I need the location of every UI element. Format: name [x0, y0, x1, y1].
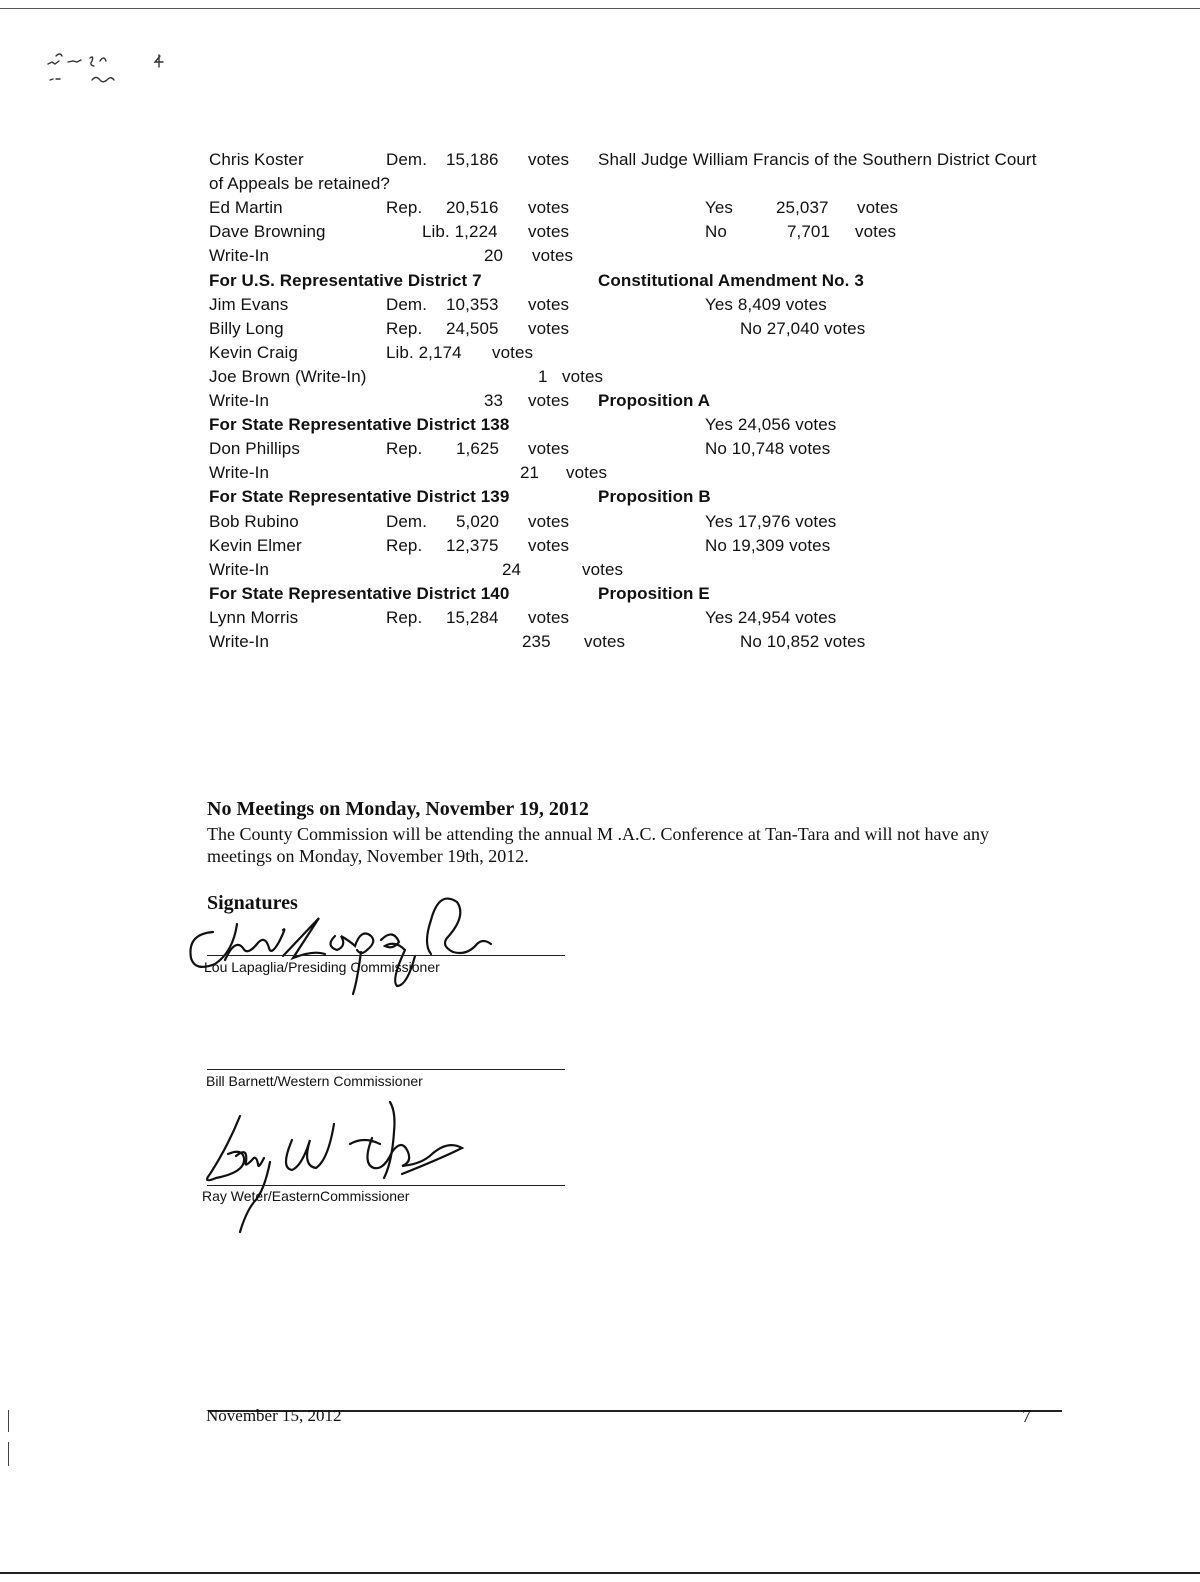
candidate-party: Lib. 1,224 — [422, 222, 498, 241]
signature-line — [207, 1185, 565, 1186]
candidate-party: Rep. — [386, 198, 423, 217]
measure-result: Yes 17,976 votes — [705, 512, 837, 531]
signature-ray-weter — [200, 1098, 490, 1238]
measure-result: No 10,852 votes — [740, 632, 866, 651]
margin-mark — [8, 1442, 9, 1466]
candidate-party: Dem. — [386, 295, 428, 314]
signature-caption-weter: Ray Weter/EasternCommissioner — [202, 1188, 410, 1204]
vote-count: 1,625 — [456, 439, 500, 458]
vote-unit: votes — [528, 512, 570, 531]
vote-count: 20 — [484, 246, 504, 265]
candidate-name: Write-In — [209, 391, 269, 410]
candidate-name: Kevin Elmer — [209, 536, 302, 555]
vote-unit: votes — [528, 150, 570, 169]
vote-unit: votes — [532, 246, 574, 265]
candidate-party: Dem. — [386, 150, 428, 169]
candidate-name: Write-In — [209, 246, 269, 265]
measure-result: No 19,309 votes — [705, 536, 831, 555]
candidate-name: Dave Browning — [209, 222, 326, 241]
vote-unit: votes — [562, 367, 604, 386]
vote-count: 12,375 — [446, 536, 499, 555]
race-heading: For State Representative District 138 — [209, 415, 510, 434]
measure-result: Yes 24,056 votes — [705, 415, 837, 434]
measure-result: Yes 8,409 votes — [705, 295, 827, 314]
candidate-name: Write-In — [209, 632, 269, 651]
vote-unit: votes — [528, 391, 570, 410]
page-number: 7 — [1022, 1406, 1031, 1426]
handwritten-marks — [42, 46, 182, 96]
vote-count: 10,353 — [446, 295, 499, 314]
vote-unit: votes — [528, 295, 570, 314]
candidate-party: Rep. — [386, 608, 423, 627]
candidate-name: Billy Long — [209, 319, 284, 338]
candidate-party: Rep. — [386, 319, 423, 338]
candidate-party: Rep. — [386, 439, 423, 458]
candidate-name: Don Phillips — [209, 439, 300, 458]
vote-unit: votes — [566, 463, 608, 482]
vote-count: 24 — [502, 560, 522, 579]
vote-unit: votes — [528, 198, 570, 217]
signature-lou-lapaglia — [185, 896, 515, 1000]
vote-count: 15,186 — [446, 150, 499, 169]
signature-line — [207, 955, 565, 956]
vote-unit: votes — [582, 560, 624, 579]
vote-unit: votes — [528, 608, 570, 627]
ballot-measure-heading: Proposition B — [598, 487, 711, 506]
measure-vote-count: 7,701 — [787, 222, 831, 241]
candidate-party: Rep. — [386, 536, 423, 555]
notice-title: No Meetings on Monday, November 19, 2012 — [207, 798, 589, 820]
notice-body-line1: The County Commission will be attending the annual M .A.C. Conference at Tan-Tara and will not have any — [207, 824, 989, 844]
measure-vote-unit: votes — [855, 222, 897, 241]
candidate-name: Jim Evans — [209, 295, 289, 314]
vote-unit: votes — [492, 343, 534, 362]
signature-caption-barnett: Bill Barnett/Western Commissioner — [206, 1073, 423, 1089]
race-heading: For U.S. Representative District 7 — [209, 271, 482, 290]
signature-line — [207, 1069, 565, 1070]
vote-count: 24,505 — [446, 319, 499, 338]
ballot-measure-heading: Proposition E — [598, 584, 710, 603]
candidate-name: Write-In — [209, 463, 269, 482]
measure-result: Yes 24,954 votes — [705, 608, 837, 627]
measure-vote-count: 25,037 — [776, 198, 829, 217]
page-bottom-edge — [0, 1572, 1200, 1582]
question-continuation: of Appeals be retained? — [209, 174, 390, 193]
candidate-name: Lynn Morris — [209, 608, 299, 627]
candidate-name: Chris Koster — [209, 150, 304, 169]
vote-count: 21 — [520, 463, 540, 482]
candidate-name: Bob Rubino — [209, 512, 299, 531]
race-heading: For State Representative District 139 — [209, 487, 510, 506]
vote-count: 5,020 — [456, 512, 500, 531]
candidate-name: Ed Martin — [209, 198, 283, 217]
candidate-name: Joe Brown (Write-In) — [209, 367, 367, 386]
vote-count: 1 — [538, 367, 548, 386]
candidate-party: Dem. — [386, 512, 428, 531]
signature-caption-lapaglia: Lou Lapaglia/Presiding Commissioner — [204, 959, 440, 975]
vote-unit: votes — [528, 536, 570, 555]
ballot-measure-heading: Proposition A — [598, 391, 711, 410]
candidate-name: Kevin Craig — [209, 343, 298, 362]
race-heading: For State Representative District 140 — [209, 584, 510, 603]
footer-date: November 15, 2012 — [206, 1406, 342, 1425]
vote-count: 33 — [484, 391, 504, 410]
page-top-edge — [0, 0, 1200, 9]
ballot-question: Shall Judge William Francis of the Southern District Court — [598, 150, 1037, 169]
measure-result: No 10,748 votes — [705, 439, 831, 458]
signatures-heading: Signatures — [207, 892, 298, 914]
vote-unit: votes — [528, 439, 570, 458]
notice-body-line2: meetings on Monday, November 19th, 2012. — [207, 846, 529, 866]
measure-vote-unit: votes — [857, 198, 899, 217]
measure-choice: Yes — [705, 198, 734, 217]
measure-result: No 27,040 votes — [740, 319, 866, 338]
vote-count: 15,284 — [446, 608, 499, 627]
vote-count: 20,516 — [446, 198, 499, 217]
candidate-name: Write-In — [209, 560, 269, 579]
vote-unit: votes — [528, 319, 570, 338]
vote-unit: votes — [528, 222, 570, 241]
candidate-party: Lib. 2,174 — [386, 343, 462, 362]
margin-mark — [8, 1410, 9, 1432]
vote-unit: votes — [584, 632, 626, 651]
measure-choice: No — [705, 222, 727, 241]
ballot-measure-heading: Constitutional Amendment No. 3 — [598, 271, 864, 290]
vote-count: 235 — [522, 632, 551, 651]
